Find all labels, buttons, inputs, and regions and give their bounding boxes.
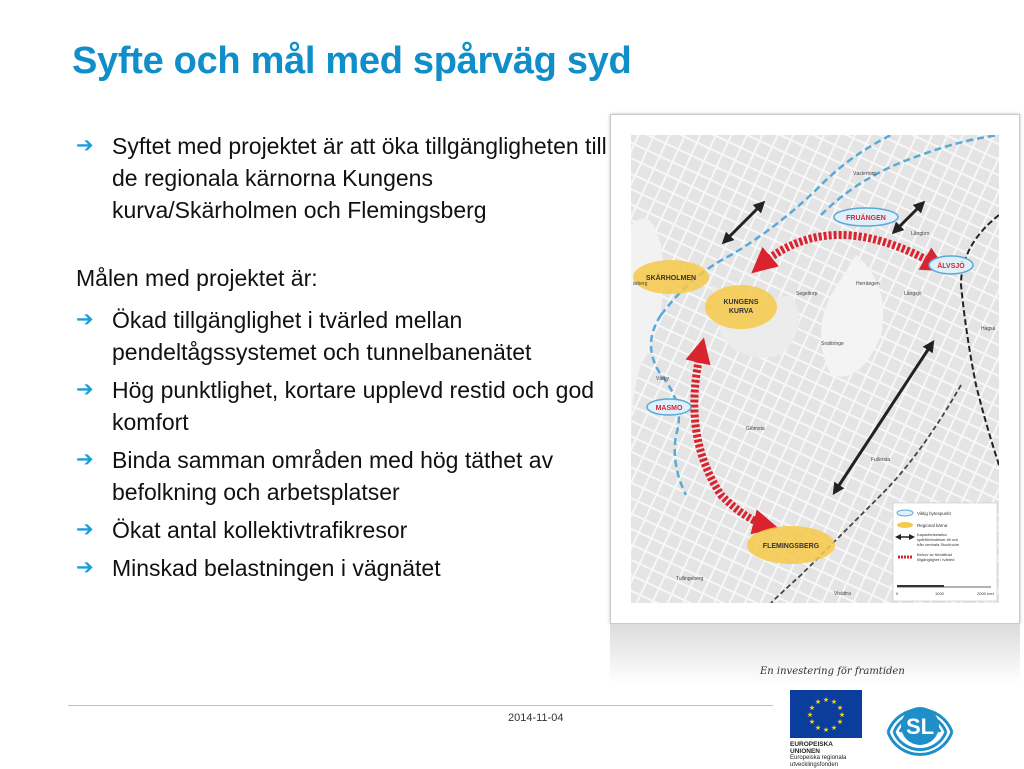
scale-label: 2000 met	[977, 591, 994, 596]
map-label: ÄLVSJÖ	[937, 263, 965, 270]
place-name: Långbro	[911, 231, 930, 237]
svg-text:★: ★	[838, 711, 846, 719]
eu-logo	[790, 690, 862, 769]
arrow-right-icon: ➔	[76, 518, 94, 541]
place-name: Snättringe	[821, 341, 844, 347]
arrow-right-icon: ➔	[76, 308, 94, 331]
bullet-text: Ökad tillgänglighet i tvärled mellan pendeltågssystemet och tunnelbanenätet	[112, 307, 532, 365]
scale-label: 0	[896, 591, 899, 596]
regional-core	[705, 285, 777, 329]
arrow-right-icon: ➔	[76, 134, 94, 157]
svg-text:★: ★	[822, 696, 830, 704]
bullet-text: Ökat antal kollektivtrafikresor	[112, 517, 408, 543]
map-legend	[893, 503, 997, 601]
bullet-item	[76, 514, 616, 546]
map-label: FRUÄNGEN	[846, 215, 886, 222]
place-name: Västertorp	[853, 171, 877, 177]
goals-lead: Målen med projektet är:	[76, 265, 318, 291]
eu-tagline: En investering för framtiden	[760, 666, 905, 677]
footer-date: 2014-11-04	[508, 712, 564, 724]
map-figure	[610, 114, 1020, 624]
bullet-text: Syftet med projektet är att öka tillgängligheten till de regionala kärnorna Kungens kurva/Skärholmen och Flemingsberg	[112, 133, 607, 223]
scale-label: 1000	[935, 591, 944, 596]
bullet-text: Hög punktlighet, kortare upplevd restid och god komfort	[112, 377, 595, 435]
legend-label: Kapacitetsstarka	[917, 532, 947, 537]
bullet-item	[76, 374, 616, 438]
svg-text:★: ★	[808, 704, 816, 712]
svg-text:★: ★	[830, 724, 838, 732]
legend-label: Regional kärna	[917, 523, 948, 528]
sl-logo-icon	[874, 680, 966, 762]
map-label: MASMO	[655, 405, 683, 412]
place-name: Segeltorp	[796, 291, 818, 297]
arrow-right-icon: ➔	[76, 448, 94, 471]
slide-title: Syfte och mål med spårväg syd	[72, 40, 632, 82]
map-label: FLEMINGSBERG	[762, 543, 820, 550]
place-name: Herrängen	[856, 281, 880, 287]
svg-text:★: ★	[814, 724, 822, 732]
svg-text:★: ★	[836, 718, 844, 726]
svg-text:★: ★	[806, 711, 814, 719]
place-name: Tullingeberg	[676, 576, 704, 582]
legend-label: Behov av förbättrad	[917, 552, 952, 557]
svg-text:★: ★	[830, 698, 838, 706]
place-name: Visättra	[834, 591, 851, 597]
place-name: Långsjö	[904, 291, 922, 297]
svg-text:★: ★	[814, 698, 822, 706]
place-name: ärberg	[633, 281, 648, 287]
arrow-right-icon: ➔	[76, 556, 94, 579]
eu-stars-icon	[790, 690, 862, 738]
bullet-text: Minskad belastningen i vägnätet	[112, 555, 441, 581]
svg-text:★: ★	[808, 718, 816, 726]
map-label: SKÄRHOLMEN	[645, 275, 697, 282]
bullet-item	[76, 130, 616, 226]
legend-label: spårförbindelser till och	[917, 537, 959, 542]
place-name: Glömsta	[746, 426, 765, 432]
place-name: Vårby	[656, 376, 670, 382]
legend-label: tillgänglighet i tvärled	[917, 557, 955, 562]
eu-flag-icon	[790, 690, 862, 738]
legend-label: Viktig bytespunkt	[917, 511, 951, 516]
slide-body	[76, 130, 616, 590]
bullet-text: Binda samman områden med hög täthet av befolkning och arbetsplatser	[112, 447, 554, 505]
eu-name: EUROPEISKA UNIONEN	[790, 741, 833, 755]
bullet-item	[76, 552, 616, 584]
legend-label: från centrala Stockholm	[917, 542, 960, 547]
map-image	[631, 135, 999, 603]
place-name: Hagsä	[981, 326, 996, 332]
sl-logo	[874, 680, 966, 762]
place-name: Fullersta	[871, 457, 891, 463]
svg-text:★: ★	[822, 726, 830, 734]
map-label: KURVA	[728, 308, 754, 315]
eu-subtitle: Europeiska regionala	[790, 755, 847, 761]
eu-subtitle: utvecklingsfonden	[790, 762, 839, 768]
sl-logo-text: SL	[905, 714, 935, 739]
svg-text:★: ★	[836, 704, 844, 712]
bullet-item	[76, 304, 616, 368]
footer-divider	[68, 705, 773, 706]
arrow-right-icon: ➔	[76, 378, 94, 401]
bullet-item	[76, 444, 616, 508]
map-label: KUNGENS	[723, 299, 759, 306]
